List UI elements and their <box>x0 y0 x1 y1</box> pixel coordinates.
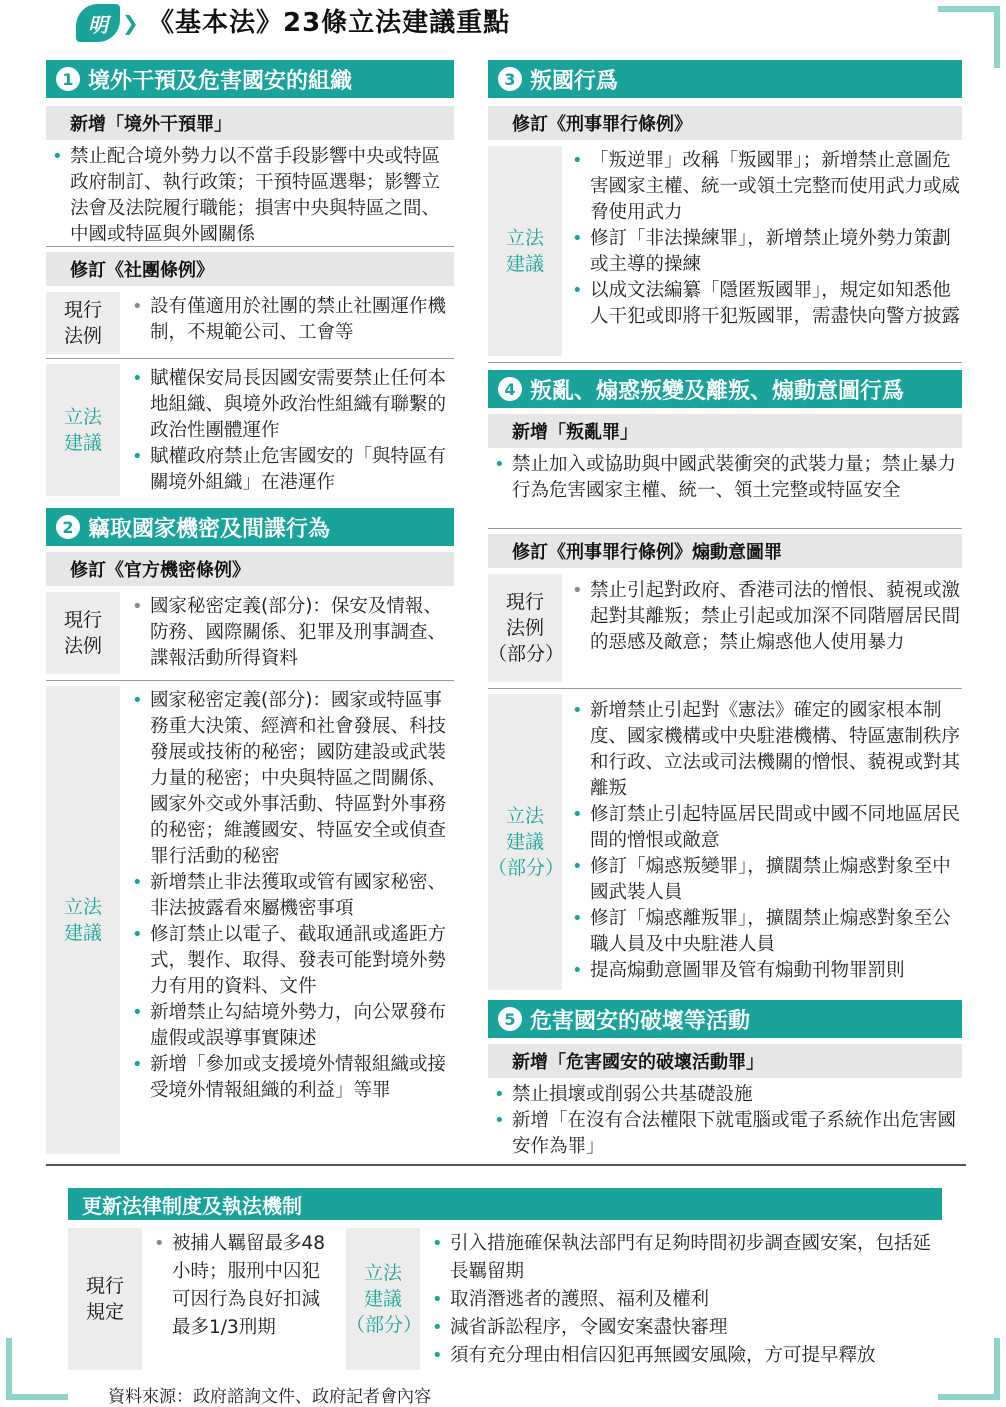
bullet-list <box>492 452 962 504</box>
subsection-header: 新增「境外干預罪」 <box>46 106 454 140</box>
subsection-header: 修訂《刑事罪行條例》煽動意圖罪 <box>488 534 962 568</box>
label-line: （部分） <box>346 1314 423 1336</box>
label-line: 建議 <box>363 1288 402 1310</box>
label-line: 立法 <box>363 1262 402 1284</box>
list-item: • 修訂「非法操練罪」，新增禁止境外勢力策劃或主導的操練 <box>570 226 962 278</box>
list-item: • 減省訴訟程序，令國安案盡快審理 <box>430 1314 946 1342</box>
label-line: 現行 <box>505 591 544 613</box>
row-label-proposal <box>488 146 562 356</box>
label-line: 立法 <box>505 805 544 827</box>
list-item: • 禁止損壞或削弱公共基礎設施 <box>492 1082 962 1108</box>
list-item: • 設有僅適用於社團的禁止社團運作機制，不規範公司、工會等 <box>130 294 454 346</box>
section-2-header <box>46 508 454 546</box>
row-label-current <box>46 292 120 354</box>
divider <box>488 688 962 689</box>
divider <box>488 528 962 529</box>
bullet-list <box>130 688 454 1104</box>
list-item: • 修訂「煽惑離叛罪」，擴闊禁止煽惑對象至公職人員及中央駐港人員 <box>570 906 962 958</box>
subsection-header: 新增「危害國安的破壞活動罪」 <box>488 1044 962 1078</box>
source-note: 資料來源：政府諮詢文件、政府記者會內容 <box>108 1387 431 1407</box>
section-number: 3 <box>498 67 522 91</box>
bullet-list <box>570 148 962 330</box>
label-line: 立法 <box>63 896 102 918</box>
section-number: 5 <box>498 1007 522 1031</box>
list-item: • 取消潛逃者的護照、福利及權利 <box>430 1286 946 1314</box>
section-title: 竊取國家機密及間諜行為 <box>88 516 331 542</box>
section-4-header <box>488 370 962 408</box>
section-number: 2 <box>56 515 80 539</box>
list-item: • 須有充分理由相信囚犯再無國安風險，方可提早釋放 <box>430 1342 946 1370</box>
label-line: 建議 <box>505 831 544 853</box>
row-label-current <box>68 1228 142 1370</box>
bullet-list <box>130 294 454 346</box>
list-item: • 賦權保安局長因國安需要禁止任何本地組織、與境外政治性組織有聯繫的政治性團體運作 <box>130 366 454 444</box>
section-5-header <box>488 1000 962 1038</box>
bullet-list <box>130 366 454 496</box>
section-title: 危害國安的破壞等活動 <box>530 1008 751 1034</box>
divider <box>488 362 962 363</box>
page-title: 《基本法》23條立法建議重點 <box>148 8 511 38</box>
section-title: 叛亂、煽惑叛變及離叛、煽動意圖行爲 <box>530 378 905 404</box>
bullet-list <box>430 1230 946 1370</box>
corner-decoration-top-right <box>938 6 1000 68</box>
row-label-proposal <box>488 694 565 990</box>
list-item: • 新增禁止引起對《憲法》確定的國家根本制度、國家機構或中央駐港機構、特區憲制秩序和行政、立法或司法機關的憎恨、藐視或對其離叛 <box>570 698 962 802</box>
list-item: • 以成文法編纂「隱匿叛國罪」，規定如知悉他人干犯或即將干犯叛國罪，需盡快向警方披露 <box>570 278 962 330</box>
divider <box>46 246 454 247</box>
label-line: （部分） <box>488 857 565 879</box>
section-number: 1 <box>56 67 80 91</box>
list-item: • 新增「在沒有合法權限下就電腦或電子系統作出危害國安作為罪」 <box>492 1108 962 1160</box>
label-line: 法例 <box>505 617 544 639</box>
label-line: 建議 <box>63 922 102 944</box>
corner-decoration-bottom-right <box>938 1338 1000 1400</box>
section-number: 4 <box>498 377 522 401</box>
list-item: • 引入措施確保執法部門有足夠時間初步調查國安案，包括延長羈留期 <box>430 1230 946 1286</box>
list-item: • 修訂禁止以電子、截取通訊或遙距方式，製作、取得、發表可能對境外勢力有用的資料、文件 <box>130 922 454 1000</box>
divider <box>46 680 454 681</box>
list-item: • 被捕人羈留最多48小時；服刑中囚犯可因行為良好扣減最多1/3刑期 <box>152 1230 332 1342</box>
list-item: • 提高煽動意圖罪及管有煽動刊物罪罰則 <box>570 958 962 984</box>
section-3-header <box>488 60 962 98</box>
bullet-list <box>570 698 962 984</box>
section-1-header <box>46 60 454 98</box>
subsection-header: 新增「叛亂罪」 <box>488 414 962 448</box>
list-item: • 國家秘密定義(部分)：保安及情報、防務、國際關係、犯罪及刑事調查、諜報活動所得資料 <box>130 594 454 672</box>
label-line: （部分） <box>488 643 565 665</box>
list-item: • 禁止加入或協助與中國武裝衝突的武裝力量；禁止暴力行為危害國家主權、統一、領土完整或特區安全 <box>492 452 962 504</box>
label-line: 現行 <box>63 299 102 321</box>
bullet-list <box>492 1082 962 1160</box>
bullet-list <box>570 578 962 656</box>
section-divider <box>46 1164 966 1166</box>
section-6-header: 更新法律制度及執法機制 <box>68 1188 942 1220</box>
list-item: • 「叛逆罪」改稱「叛國罪」；新增禁止意圖危害國家主權、統一或領土完整而使用武力或威脅使用武力 <box>570 148 962 226</box>
label-line: 現行 <box>85 1275 124 1297</box>
list-item: • 新增「參加或支援境外情報組織或接受境外情報組織的利益」等罪 <box>130 1052 454 1104</box>
newspaper-logo: 明 <box>76 4 120 42</box>
list-item: • 禁止配合境外勢力以不當手段影響中央或特區政府制訂、執行政策；干預特區選舉；影響立法會及法院履行職能；損害中央與特區之間、中國或特區與外國關係 <box>50 144 454 248</box>
row-label-current <box>488 574 565 682</box>
subsection-header: 修訂《官方機密條例》 <box>46 552 454 586</box>
label-line: 法例 <box>63 325 102 347</box>
bullet-list <box>130 594 454 672</box>
divider <box>46 358 454 359</box>
chevron-right-icon: ❯ <box>122 11 139 35</box>
list-item: • 修訂「煽惑叛變罪」，擴闊禁止煽惑對象至中國武裝人員 <box>570 854 962 906</box>
label-line: 建議 <box>505 253 544 275</box>
list-item: • 修訂禁止引起特區居民間或中國不同地區居民間的憎恨或敵意 <box>570 802 962 854</box>
row-label-proposal <box>46 686 120 1154</box>
corner-decoration-bottom-left <box>6 1338 68 1400</box>
label-line: 法例 <box>63 635 102 657</box>
list-item: • 禁止引起對政府、香港司法的憎恨、藐視或激起對其離叛；禁止引起或加深不同階層居民間的惡感及敵意；禁止煽惑他人使用暴力 <box>570 578 962 656</box>
label-line: 立法 <box>505 227 544 249</box>
list-item: • 國家秘密定義(部分)：國家或特區事務重大決策、經濟和社會發展、科技發展或技術的秘密；國防建設或武裝力量的秘密；中央與特區之間關係、國家外交或外事活動、特區對外事務的秘密；維護國安、特區安全或偵查罪行活動的秘密 <box>130 688 454 870</box>
subsection-header: 修訂《社團條例》 <box>46 252 454 286</box>
row-label-proposal <box>346 1228 423 1370</box>
list-item: • 新增禁止勾結境外勢力，向公眾發布虛假或誤導事實陳述 <box>130 1000 454 1052</box>
section-title: 境外干預及危害國安的組織 <box>88 68 353 94</box>
bullet-list <box>152 1230 332 1342</box>
label-line: 現行 <box>63 609 102 631</box>
list-item: • 新增禁止非法獲取或管有國家秘密、非法披露看來屬機密事項 <box>130 870 454 922</box>
subsection-header: 修訂《刑事罪行條例》 <box>488 106 962 140</box>
label-line: 規定 <box>85 1301 124 1323</box>
label-line: 建議 <box>63 432 102 454</box>
section-title: 叛國行爲 <box>530 68 619 94</box>
row-label-proposal <box>46 364 120 496</box>
label-line: 立法 <box>63 406 102 428</box>
bullet-list <box>50 144 454 248</box>
row-label-current <box>46 592 120 674</box>
list-item: • 賦權政府禁止危害國安的「與特區有關境外組織」在港運作 <box>130 444 454 496</box>
